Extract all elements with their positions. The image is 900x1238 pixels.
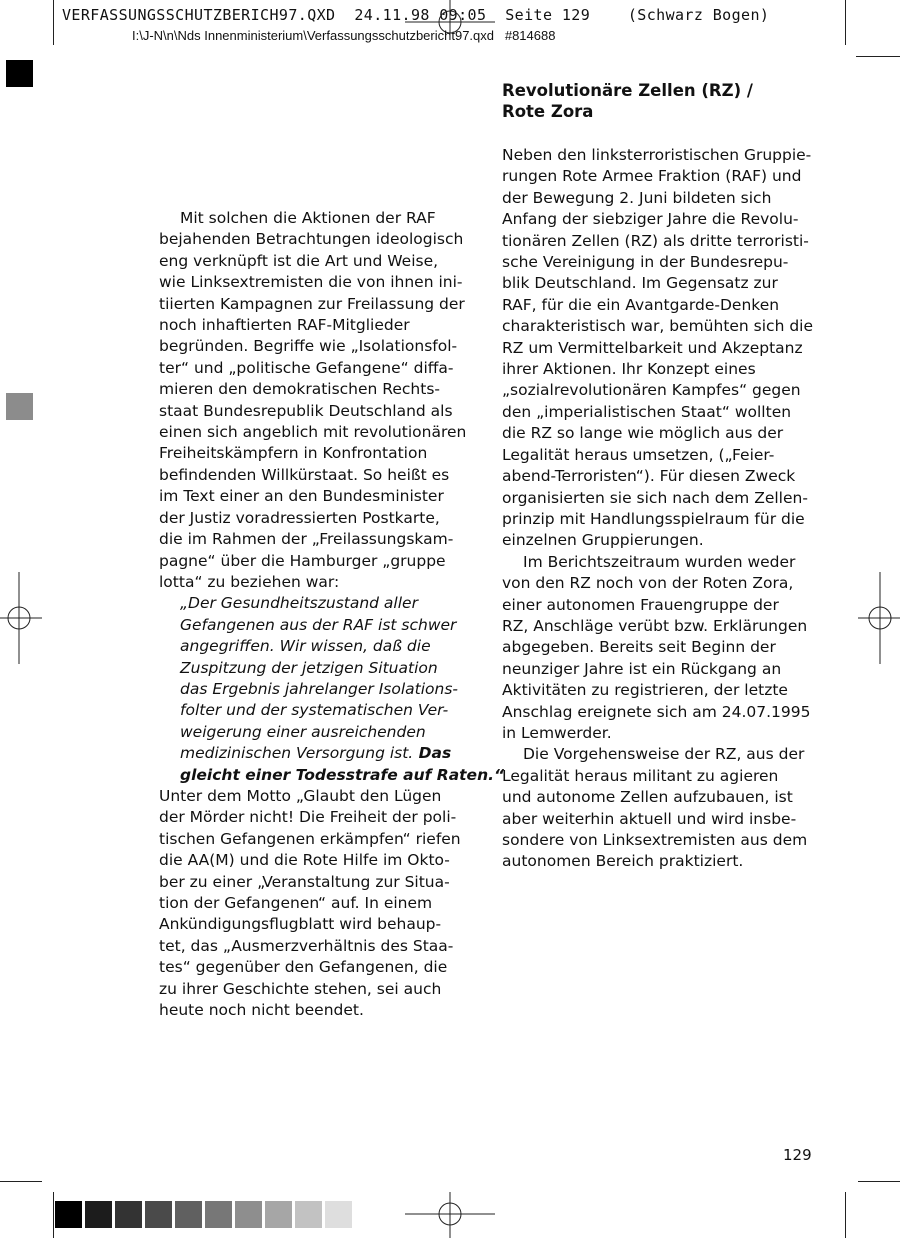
right_column-line-text: autonomen Bereich praktiziert. xyxy=(502,852,744,871)
right_column-line xyxy=(502,744,812,765)
right_column-line-text: RAF, für die ein Avantgarde-Denken xyxy=(502,295,780,314)
left_column-line xyxy=(159,829,489,850)
right_column-line xyxy=(502,680,812,701)
left_column-line-text: das Ergebnis jahrelanger Isolations- xyxy=(180,679,458,698)
left_column-line xyxy=(159,572,489,593)
color-calibration-bar xyxy=(55,1201,352,1228)
right_column-line xyxy=(502,530,812,551)
left_column-line-text: weigerung einer ausreichenden xyxy=(180,722,426,741)
right_column-line xyxy=(502,509,812,530)
right_column-line xyxy=(502,466,812,487)
right_column-line xyxy=(502,295,812,316)
left_column-line-text: folter und der systematischen Ver- xyxy=(180,701,449,720)
left_column-line xyxy=(159,679,489,700)
left_column-line-text: eng verknüpft ist die Art und Weise, xyxy=(159,251,439,270)
left_column-line xyxy=(159,251,489,272)
left_column-line xyxy=(159,979,489,1000)
left_column-line xyxy=(159,529,489,550)
section-heading xyxy=(502,80,753,122)
left_column-line-text: angegriffen. Wir wissen, daß die xyxy=(180,637,431,656)
left_column-line-text: zu ihrer Geschichte stehen, sei auch xyxy=(159,979,442,998)
right_column-line-text: von den RZ noch von der Roten Zora, xyxy=(502,574,794,593)
left_column-line xyxy=(159,551,489,572)
left_column-line-text: ber zu einer „Veranstaltung zur Situa- xyxy=(159,872,450,891)
right_column-line xyxy=(502,723,812,744)
right_column-line-text: sche Vereinigung in der Bundesrepu- xyxy=(502,253,789,272)
crop-mark-bottom-right-h xyxy=(858,1181,900,1182)
right_column-line-text: die RZ so lange wie möglich aus der xyxy=(502,424,784,443)
right_column-line-text: RZ um Vermittelbarkeit und Akzeptanz xyxy=(502,338,803,357)
right_column-line xyxy=(502,637,812,658)
left_column-line-text: Mit solchen die Aktionen der RAF xyxy=(180,209,436,227)
right_column-line-text: in Lemwerder. xyxy=(502,723,612,742)
crop-mark-top-right-h xyxy=(856,56,900,57)
right_column-line xyxy=(502,659,812,680)
right_column-line xyxy=(502,273,812,294)
page-number: 129 xyxy=(783,1146,812,1164)
registration-mark-bottom-icon xyxy=(405,1192,495,1238)
right_column-line xyxy=(502,445,812,466)
right_column-line-text: Die Vorgehensweise der RZ, aus der xyxy=(523,745,805,764)
right_column-line-text: und autonome Zellen aufzubauen, ist xyxy=(502,788,793,807)
right_column-line xyxy=(502,809,812,830)
right_column-line-text: „sozialrevolutionären Kampfes“ gegen xyxy=(502,381,801,400)
right_column-line xyxy=(502,423,812,444)
left_column-line xyxy=(159,914,489,935)
right_column-line-text: neunziger Jahre ist ein Rückgang an xyxy=(502,659,782,678)
left_column-line xyxy=(159,229,489,250)
left_column-line xyxy=(159,786,489,807)
color-swatch xyxy=(295,1201,322,1228)
left_column-line-text: Zuspitzung der jetzigen Situation xyxy=(180,658,438,677)
file-slug: VERFASSUNGSSCHUTZBERICH97.QXD 24.11.98 09:05 Seite 129 (Schwarz Bogen) xyxy=(62,6,770,24)
left_column-line xyxy=(159,765,504,786)
left_column-line xyxy=(159,294,489,315)
registration-mark-right-icon xyxy=(858,572,900,664)
color-swatch xyxy=(175,1201,202,1228)
right_column-line-text: blik Deutschland. Im Gegensatz zur xyxy=(502,274,778,293)
right_column-line-text: abgegeben. Bereits seit Beginn der xyxy=(502,638,776,657)
file-path: I:\J-N\n\Nds Innenministerium\Verfassungsschutzbericht97.qxd #814688 xyxy=(132,28,556,43)
right_column-line-text: der Bewegung 2. Juni bildeten sich xyxy=(502,188,772,207)
color-swatch xyxy=(265,1201,292,1228)
crop-mark-bottom-right-v xyxy=(845,1192,846,1238)
left_column-line-text: tiierten Kampagnen zur Freilassung der xyxy=(159,294,465,313)
left_column-line xyxy=(159,422,489,443)
left_column-line-text: heute noch nicht beendet. xyxy=(159,1001,364,1020)
left_column-line xyxy=(159,936,489,957)
left_column-line-text: pagne“ über die Hamburger „gruppe xyxy=(159,551,446,570)
color-swatch xyxy=(55,1201,82,1228)
right_column-line-text: Neben den linksterroristischen Gruppie- xyxy=(502,146,812,164)
right_column-line-text: einer autonomen Frauengruppe der xyxy=(502,595,779,614)
left_column-line xyxy=(159,722,489,743)
right_column-line-text: RZ, Anschläge verübt bzw. Erklärungen xyxy=(502,616,808,635)
right_column-line xyxy=(502,380,812,401)
left_column-line-text: Unter dem Motto „Glaubt den Lügen xyxy=(159,786,442,805)
left_column-line xyxy=(159,272,489,293)
left_column-line-text: der Justiz voradressierten Postkarte, xyxy=(159,508,440,527)
color-swatch xyxy=(115,1201,142,1228)
left_column-line-text: einen sich angeblich mit revolutionären xyxy=(159,423,467,442)
right_column-line xyxy=(502,209,812,230)
right_column-line-text: Legalität heraus militant zu agieren xyxy=(502,766,779,785)
left_column-line-text: tes“ gegenüber den Gefangenen, die xyxy=(159,958,448,977)
right_column-line-text: einzelnen Gruppierungen. xyxy=(502,531,704,550)
left_column-line-text: tion der Gefangenen“ auf. In einem xyxy=(159,894,433,912)
left_column-line-text: Ankündigungsflugblatt wird behaup- xyxy=(159,915,442,934)
heading-line-2: Rote Zora xyxy=(502,102,594,121)
heading-line-1: Revolutionäre Zellen (RZ) / xyxy=(502,81,753,100)
left_column-line-text: bejahenden Betrachtungen ideologisch xyxy=(159,230,464,249)
right_column-line xyxy=(502,252,812,273)
right_column-line xyxy=(502,573,812,594)
right_column-line xyxy=(502,359,812,380)
registration-mark-left-icon xyxy=(0,572,42,664)
right_column-line xyxy=(502,851,812,872)
right-column-text xyxy=(502,145,812,873)
left_column-line xyxy=(159,315,489,336)
left_column-line xyxy=(159,957,489,978)
right_column-line xyxy=(502,787,812,808)
right_column-line xyxy=(502,188,812,209)
right_column-line xyxy=(502,166,812,187)
left_column-line-text: der Mörder nicht! Die Freiheit der poli- xyxy=(159,808,457,827)
right_column-line xyxy=(502,595,812,616)
right_column-line-text: Im Berichtszeitraum wurden weder xyxy=(523,552,796,571)
left_column-line xyxy=(159,486,489,507)
color-swatch xyxy=(235,1201,262,1228)
left_column-line xyxy=(159,807,489,828)
left_column-line xyxy=(159,893,489,914)
left_column-line xyxy=(159,508,489,529)
left_column-line-text: tet, das „Ausmerzverhältnis des Staa- xyxy=(159,936,454,955)
left_column-line-text: befindenden Willkürstaat. So heißt es xyxy=(159,465,450,484)
crop-mark-bottom-left-v xyxy=(53,1192,54,1238)
right_column-line-text: sondere von Linksextremisten aus dem xyxy=(502,831,808,849)
right_column-line xyxy=(502,552,812,573)
left_column-line-text: die AA(M) und die Rote Hilfe im Okto- xyxy=(159,851,450,870)
left_column-line xyxy=(159,593,489,614)
right_column-line xyxy=(502,766,812,787)
registration-mark-top-icon xyxy=(405,0,495,40)
left_column-line xyxy=(159,658,489,679)
right_column-line xyxy=(502,616,812,637)
left_column-line xyxy=(159,358,489,379)
left_column-line xyxy=(159,208,489,229)
left_column-line-text: tischen Gefangenen erkämpfen“ riefen xyxy=(159,829,461,848)
left_column-line-text: begründen. Begriffe wie „Isolationsfol- xyxy=(159,337,458,356)
left_column-line xyxy=(159,379,489,400)
color-swatch xyxy=(85,1201,112,1228)
left_column-line-text: gleicht einer Todesstrafe auf Raten.“ xyxy=(180,765,504,784)
left_column-line xyxy=(159,700,489,721)
left_column-line xyxy=(159,336,489,357)
right_column-line-text: aber weiterhin aktuell und wird insbe- xyxy=(502,809,797,828)
right_column-line xyxy=(502,338,812,359)
left_column-line xyxy=(159,636,489,657)
right_column-line xyxy=(502,830,812,851)
right_column-line xyxy=(502,488,812,509)
right_column-line-text: den „imperialistischen Staat“ wollten xyxy=(502,402,792,421)
left_column-line xyxy=(159,443,489,464)
right_column-line-text: abend-Terroristen“). Für diesen Zweck xyxy=(502,467,796,486)
crop-mark-top-right-v xyxy=(845,0,846,45)
right_column-line xyxy=(502,231,812,252)
left_column-line xyxy=(159,743,489,764)
right_column-line xyxy=(502,145,812,166)
left_column-line-text: noch inhaftierten RAF-Mitglieder xyxy=(159,316,410,335)
color-swatch xyxy=(145,1201,172,1228)
left_column-line-text: „Der Gesundheitszustand aller xyxy=(180,594,418,613)
left_column-line-text: medizinischen Versorgung ist. xyxy=(180,744,414,763)
black-margin-marker xyxy=(6,60,33,87)
right_column-line-text: charakteristisch war, bemühten sich die xyxy=(502,317,814,336)
left_column-line-text: mieren den demokratischen Rechts- xyxy=(159,380,440,399)
left_column-line xyxy=(159,615,489,636)
left-column-text xyxy=(159,208,504,1021)
left_column-line xyxy=(159,465,489,486)
right_column-line-text: Aktivitäten zu registrieren, der letzte xyxy=(502,681,788,700)
left_column-line-bold-text: Das xyxy=(413,744,452,763)
color-swatch xyxy=(205,1201,232,1228)
right_column-line xyxy=(502,702,812,723)
right_column-line-text: Anfang der siebziger Jahre die Revolu- xyxy=(502,210,799,229)
right_column-line-text: prinzip mit Handlungsspielraum für die xyxy=(502,509,805,528)
left_column-line-text: wie Linksextremisten die von ihnen ini- xyxy=(159,273,463,292)
left_column-line-text: Freiheitskämpfern in Konfrontation xyxy=(159,444,428,463)
left_column-line xyxy=(159,401,489,422)
left_column-line-text: im Text einer an den Bundesminister xyxy=(159,487,444,506)
color-swatch xyxy=(325,1201,352,1228)
left_column-line-text: ter“ und „politische Gefangene“ diffa- xyxy=(159,358,454,377)
crop-mark-top-left-v xyxy=(53,0,54,45)
right_column-line xyxy=(502,316,812,337)
left_column-line xyxy=(159,1000,489,1021)
right_column-line-text: Anschlag ereignete sich am 24.07.1995 xyxy=(502,702,811,721)
left_column-line-text: staat Bundesrepublik Deutschland als xyxy=(159,401,453,420)
right_column-line xyxy=(502,402,812,423)
left_column-line xyxy=(159,872,489,893)
crop-mark-bottom-left-h xyxy=(0,1181,42,1182)
left_column-line-text: Gefangenen aus der RAF ist schwer xyxy=(180,615,457,634)
right_column-line-text: ihrer Aktionen. Ihr Konzept eines xyxy=(502,360,756,379)
left_column-line-text: lotta“ zu beziehen war: xyxy=(159,572,340,591)
gray-margin-marker xyxy=(6,393,33,420)
right_column-line-text: organisierten sie sich nach dem Zellen- xyxy=(502,488,808,507)
right_column-line-text: tionären Zellen (RZ) als dritte terroristi- xyxy=(502,231,809,250)
left_column-line xyxy=(159,850,489,871)
left_column-line-text: die im Rahmen der „Freilassungskam- xyxy=(159,530,454,549)
right_column-line-text: rungen Rote Armee Fraktion (RAF) und xyxy=(502,167,802,186)
right_column-line-text: Legalität heraus umsetzen, („Feier- xyxy=(502,445,775,464)
